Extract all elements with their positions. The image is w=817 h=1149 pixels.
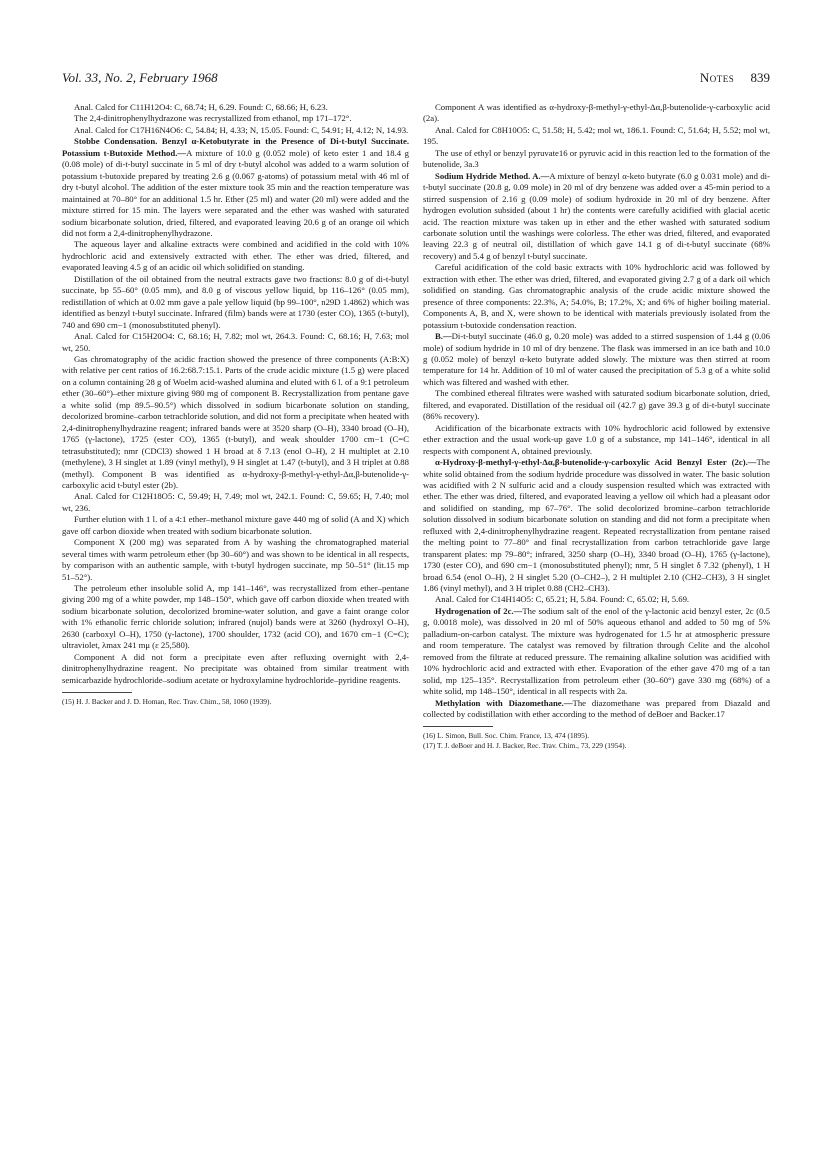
right-column xyxy=(423,102,770,751)
paragraph: The aqueous layer and alkaline extracts were combined and acidified in the cold with 10% hydrochloric acid and extensively extracted with ether. The ether was dried, filtered, and evaporated leaving 4.5 g of an acidic oil which solidified on standing. xyxy=(62,239,409,273)
page-header-right xyxy=(700,70,770,86)
paragraph: Anal. Calcd for C11H12O4: C, 68.74; H, 6.29. Found: C, 68.66; H, 6.23. xyxy=(74,102,328,112)
section-name: Notes xyxy=(699,70,735,85)
paragraph: Component A was identified as α-hydroxy-β-methyl-γ-ethyl-Δα,β-butenolide-γ-carboxylic acid (2a). xyxy=(423,102,770,124)
paragraph: Anal. Calcd for C8H10O5: C, 51.58; H, 5.42; mol wt, 186.1. Found: C, 51.64; H, 5.52; mol wt, 195. xyxy=(423,124,770,147)
section-heading: Hydrogenation of 2c.— xyxy=(435,605,523,616)
paragraph: Component X (200 mg) was separated from A by washing the chromatographed material several times with warm petroleum ether (bp 30–60°) and was shown to be identical in all respects, by comparison with an authentic sample, with t-butyl hydrogen succinate, mp 50–51° (lit.15 mp 51–52°). xyxy=(62,537,409,582)
running-header xyxy=(62,70,770,90)
section-paragraph xyxy=(423,331,770,388)
section-heading: α-Hydroxy-β-methyl-γ-ethyl-Δα,β-butenolide-γ-carboxylic Acid Benzyl Ester (2c).— xyxy=(435,457,757,468)
section-paragraph xyxy=(423,457,770,594)
footnote: (17) T. J. deBoer and H. J. Backer, Rec. Trav. Chim., 73, 229 (1954). xyxy=(423,741,627,751)
section-paragraph xyxy=(423,606,770,698)
page-number: 839 xyxy=(750,70,770,85)
paragraph: Anal. Calcd for C14H14O5: C, 65.21; H, 5.84. Found: C, 65.02; H, 5.69. xyxy=(435,594,690,605)
section-paragraph xyxy=(423,171,770,263)
paragraph: Further elution with 1 l. of a 4:1 ether–methanol mixture gave 440 mg of solid (A and X) which gave off carbon dioxide when treated with sodium bicarbonate solution. xyxy=(62,514,409,536)
section-heading: Stobbe Condensation. Benzyl α-Ketobutyrate in the Presence of Di-t-butyl Succinate. Potassium t-Butoxide Method.— xyxy=(62,136,409,158)
paragraph: Careful acidification of the cold basic extracts with 10% hydrochloric acid was followed by extraction with ether. The ether was dried, filtered, and evaporated giving 2.7 g of a dark oil which solidified on standing. Gas chromatographic analysis of the crude acidic mixture showed the presence of three components: 22.3%, A; 54.0%, B; 17.2%, X; and 6% of higher boiling material. Components A, B, and X, were shown to be identical with materials previously isolated from the potassium t-butoxide condensation reaction. xyxy=(423,262,770,330)
paragraph: Gas chromatography of the acidic fraction showed the presence of three components (A:B:X) with relative per cent ratios of 16.2:68.7:15.1. Parts of the crude acidic mixture (1.5 g) were placed on a column containing 28 g of Woelm acid-washed alumina and eluted with 6 l. of a 9:1 petroleum ether (30–60°)–ether mixture giving 980 mg of component B. Recrystallization from pentane gave a white solid (mp 89.5–90.5°) which dissolved in sodium bicarbonate solution on standing, decolorized bromine–carbon tetrachloride solution, and did not form a precipitate when heated with 2,4-dinitrophenylhydrazine reagent; infrared bands were at 3520 sharp (O–H), 3340 broad (O–H), 1765 (γ-lactone), 1725 (ester CO), 1365 (t-butyl), and weak shoulder 1700 cm−1 (C=C tetrasubstituted); nmr (CDCl3) showed 1 H broad at δ 7.13 (enol O–H), 2 H multiplet at 2.10 (methylene), 3 H singlet at 1.89 (vinyl methyl), 9 H singlet at 1.47 (t-butyl), and 3 H triplet at 0.88 (methyl). Component B was identified as α-hydroxy-β-methyl-γ-ethyl-Δα,β-butenolide-γ-carboxylic acid t-butyl ester (2b). xyxy=(62,353,409,490)
footnote-divider xyxy=(423,726,493,727)
paragraph: The use of ethyl or benzyl pyruvate16 or pyruvic acid in this reaction led to the formation of the butenolide, 3a.3 xyxy=(423,147,770,170)
section-paragraph xyxy=(62,136,409,239)
section-heading: Methylation with Diazomethane.— xyxy=(435,697,573,708)
paragraph: Anal. Calcd for C12H18O5: C, 59.49; H, 7.49; mol wt, 242.1. Found: C, 59.65; H, 7.40; mol wt, 236. xyxy=(62,491,409,513)
section-heading: Sodium Hydride Method. A.— xyxy=(435,170,550,181)
footnote: (16) L. Simon, Bull. Soc. Chim. France, 13, 474 (1895). xyxy=(423,731,590,741)
paragraph-text: A mixture of benzyl α-keto butyrate (6.0 g 0.031 mole) and di-t-butyl succinate (20.8 g, 0.09 mole) in 20 ml of dry benzene was added over a 45-min period to a stirred suspension of 2.16 g (0.09 mole) of sodium hydroxide in 20 ml of dry benzene. After hydrogen evolution subsided (about 1 hr) the contents were carefully acidified with glacial acetic acid. The reaction mixture was taken up in ether and the ether washed with saturated sodium carbonate solution until the washings were colorless. The ether was dried, filtered, and evaporated leaving 22.3 g of neutral oil, distillation of which gave 14.1 g of di-t-butyl succinate (68% recovery) and 5.4 g of benzyl t-butyl succinate. xyxy=(423,170,770,261)
paragraph-text: The white solid obtained from the sodium hydride procedure was dissolved in water. The basic solution was acidified with 2 N sulfuric acid and a cloudy suspension resulted which was extracted with ether. The ether was dried, filtered, and evaporated leaving a yellow oil which had a pleasant odor and solidified on standing, mp 67–76°. The solid decolorized bromine–carbon tetrachloride solution dissolved in sodium bicarbonate solution on standing and did not form a precipitate when refluxed with 2,4-dinitrophenylhydrazine reagent. Repeated recrystallization from pentane raised the melting point to 77–80° and final recrystallization from carbon tetrachloride gave large transparent plates: mp 79–80°; infrared, 3250 sharp (O–H), 3340 broad (O–H), 1765 (γ-lactone), 1730 (ester CO), and 690 cm−1 (monosubstituted phenyl); nmr, 5 H singlet δ 7.32 (phenyl), 1 H broad 6.54 (enol O–H), 2 H singlet 5.20 (O–CH2–), 2 H multiplet 2.10 (CH2–CH3), 3 H singlet 1.86 (vinyl methyl), and 3 H triplet 0.88 (CH2–CH3). xyxy=(423,457,770,594)
section-heading: B.— xyxy=(435,331,452,342)
paragraph-text: The sodium salt of the enol of the γ-lactonic acid benzyl ester, 2c (0.5 g, 0.0018 mole), was dissolved in 20 ml of 50% aqueous ethanol and added to 50 mg of 5% palladium-on-carbon catalyst. The mixture was hydrogenated for 1.5 hr at atmospheric pressure and room temperature. The catalyst was removed by filtration through Celite and the alcohol removed from the filtrate at reduced pressure. The remaining alkaline solution was acidified with 10% hydrochloric acid and extracted with ether. Evaporation of the ether gave 470 mg of a tan solid, mp 125–135°. Recrystallization from petroleum ether (30–60°) gave 330 mg (68%) of a white solid, mp 148–150°, identical in all respects with 2a. xyxy=(423,605,770,697)
paragraph-text: The diazomethane was prepared from Diazald and collected by codistillation with ether according to the method of deBoer and Backer.17 xyxy=(423,697,770,720)
footnote: (15) H. J. Backer and J. D. Homan, Rec. Trav. Chim., 58, 1060 (1939). xyxy=(62,697,272,707)
paragraph: Acidification of the bicarbonate extracts with 10% hydrochloric acid followed by extensive ether extraction and the usual work-up gave 1.0 g of a substance, mp 141–146°, identical in all respects with component A, obtained previously. xyxy=(423,422,770,456)
paragraph: Anal. Calcd for C17H16N4O6: C, 54.84; H, 4.33; N, 15.05. Found: C, 54.91; H, 4.12; N, 14.93. xyxy=(74,124,409,135)
paragraph-text: A mixture of 10.0 g (0.052 mole) of keto ester 1 and 18.4 g (0.08 mole) of di-t-butyl succinate in 5 ml of dry t-butyl alcohol was added to a warm solution of potassium t-butoxide prepared by treating 2.6 g (0.067 g-atoms) of potassium metal with 46 ml of dry t-butyl alcohol. The addition of the ester mixture took 35 min and the reaction temperature was maintained at 70–80° for an additional 1.5 hr. Ether (25 ml) and water (20 ml) were added and the mixture stirred for 15 min. The layers were separated and the ether was washed with saturated sodium bicarbonate solution, dried, filtered, and evaporated leaving 20.6 g of an orange oil which did not form a 2,4-dinitrophenylhydrazone. xyxy=(62,147,409,238)
left-column xyxy=(62,102,409,707)
footnote-divider xyxy=(62,692,132,693)
paragraph: Distillation of the oil obtained from the neutral extracts gave two fractions: 8.0 g of di-t-butyl succinate, bp 55–60° (0.05 mm), and 8.0 g of viscous yellow liquid, bp 116–126° (0.05 mm), redistillation of which at 0.02 mm gave a pale yellow liquid (bp 99–100°, n29D 1.4862) which was identified as benzyl t-butyl succinate. Infrared (film) bands were at 1730 (ester CO), 1365 (t-butyl), 740 and 690 cm−1 (monosubstituted phenyl). xyxy=(62,273,409,330)
journal-info: Vol. 33, No. 2, February 1968 xyxy=(62,70,218,85)
paragraph: The combined ethereal filtrates were washed with saturated sodium bicarbonate solution, dried, filtered, and evaporated. Distillation of the residual oil (42.7 g) gave 39.3 g of di-t-butyl succinate (86% recovery). xyxy=(423,388,770,422)
paragraph: Component A did not form a precipitate even after refluxing overnight with 2,4-dinitrophenylhydrazine reagent. No precipitate was obtained from similar treatment with semicarbazide hydrochloride–sodium acetate or hydroxylamine hydrochloride–pyridine reagents. xyxy=(62,651,409,685)
paragraph-text: Di-t-butyl succinate (46.0 g, 0.20 mole) was added to a stirred suspension of 1.44 g (0.06 mole) of sodium hydride in 10 ml of dry benzene. The flask was immersed in an ice bath and 10.0 g (0.052 mole) of benzyl α-keto butyrate added slowly. The mixture was then stirred at room temperature for 14 hr. Addition of 10 ml of water caused the precipitation of 5.3 g of a white solid which was filtered and washed with ether. xyxy=(423,331,770,387)
section-paragraph xyxy=(423,698,770,721)
paragraph: Anal. Calcd for C15H20O4: C, 68.16; H, 7.82; mol wt, 264.3. Found: C, 68.16; H, 7.63; mol wt, 250. xyxy=(62,331,409,353)
paragraph: The 2,4-dinitrophenylhydrazone was recrystallized from ethanol, mp 171–172°. xyxy=(74,113,352,124)
paragraph: The petroleum ether insoluble solid A, mp 141–146°, was recrystallized from ether–pentane giving 200 mg of a white powder, mp 148–150°, which gave off carbon dioxide when treated with sodium bicarbonate solution, decolorized bromine-water solution, and gave a faint orange color with 1% ethanolic ferric chloride solution; infrared (nujol) bands were at 3260 (hydroxyl O–H), 2630 (carboxyl O–H), 1750 (γ-lactone), 1700 shoulder, 1732 (acid CO), and 1670 cm−1 (C=C); ultraviolet, λmax 241 mμ (ε 25,580). xyxy=(62,583,409,651)
